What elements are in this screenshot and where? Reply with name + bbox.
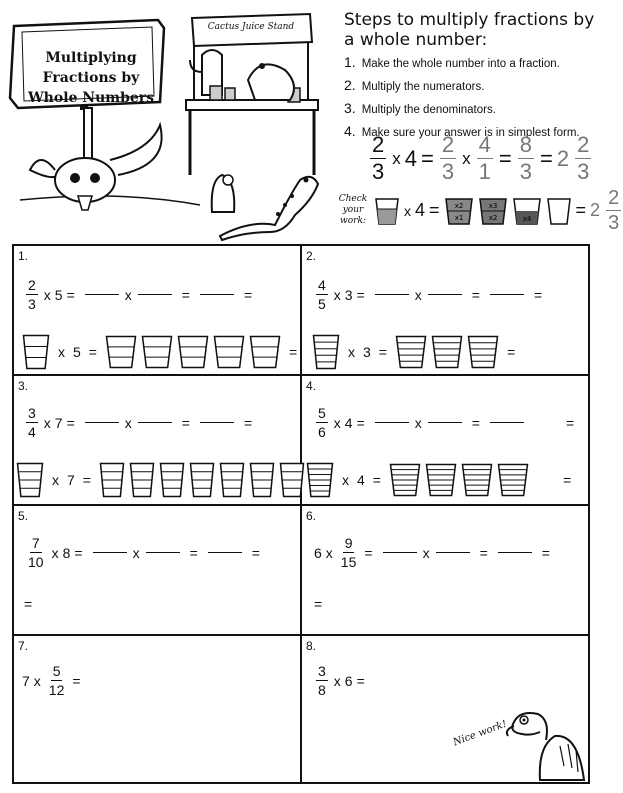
problem-cell-5: 5. $\frac{7}{10}$ x 8 = x = = = [14, 506, 302, 636]
times-sign: x [52, 472, 59, 488]
equation-row: 7 x $\frac{5}{12}$ = [22, 663, 81, 698]
equals-sign: = [562, 472, 572, 488]
equals-sign: = [372, 472, 381, 488]
whole-number: 5 [73, 344, 81, 360]
vulture-icon [500, 706, 586, 780]
times-sign: x [342, 472, 349, 488]
equation-row: $\frac{3}{4}$ x 7 = x = = [28, 405, 253, 440]
answer-blank[interactable] [93, 552, 127, 553]
cup-icon [249, 335, 281, 369]
answer-blank[interactable] [85, 294, 119, 295]
cup-icon [425, 463, 457, 497]
cup-icon [467, 335, 499, 369]
cup-icon [431, 335, 463, 369]
answer-blank[interactable] [428, 422, 462, 423]
cup-icon [389, 463, 421, 497]
equation-row: $\frac{4}{5}$ x 3 = x = = [318, 277, 543, 312]
cup-icon [177, 335, 209, 369]
answer-blank[interactable] [498, 552, 532, 553]
check-your-work: Check your work: x 4 = x2 x1 x3 x2 x4 = 2 $\frac{2}{3}$ [336, 188, 623, 233]
answer-blank[interactable] [490, 294, 524, 295]
cup-icon [105, 335, 137, 369]
step-item: 1. Make the whole number into a fraction. [344, 54, 560, 70]
cup-icon [395, 335, 427, 369]
problem-cell-7: 7. 7 x $\frac{5}{12}$ = [14, 636, 302, 782]
svg-text:x3: x3 [488, 201, 497, 210]
cup-icon [159, 462, 185, 498]
answer-blank[interactable] [138, 294, 172, 295]
equation-row: 6 x $\frac{9}{15}$ = x = = [314, 535, 550, 570]
cup-icon [141, 335, 173, 369]
stand-label: Cactus Juice Stand [207, 22, 295, 32]
cup-icon [306, 462, 334, 498]
whole-number: 4 [357, 472, 365, 488]
equals-sign: = [378, 344, 387, 360]
times-sign: x [348, 344, 355, 360]
cup-icon [444, 196, 474, 226]
steps-list [344, 52, 596, 144]
answer-blank[interactable] [436, 552, 470, 553]
cups-row [306, 462, 575, 498]
cup-icon [219, 462, 245, 498]
problem-cell-1: 1. $\frac{2}{3}$ x 5 = x = = x 5 = = [14, 246, 302, 376]
answer-blank[interactable] [375, 294, 409, 295]
cactus-juice-stand-icon [186, 14, 318, 175]
cups-row [312, 334, 519, 370]
problem-cell-2: 2. $\frac{4}{5}$ x 3 = x = = x 3 = = [302, 246, 588, 376]
answer-blank[interactable] [383, 552, 417, 553]
problem-grid [12, 244, 590, 784]
worksheet-title: Multiplying Fractions by Whole Numbers [27, 50, 155, 106]
answer-blank[interactable] [208, 552, 242, 553]
problem-cell-3: 3. $\frac{3}{4}$ x 7 = x = = x 7 = [14, 376, 302, 506]
answer-equals: = [24, 596, 33, 612]
cup-icon [16, 462, 44, 498]
cup-icon [546, 196, 572, 226]
answer-blank[interactable] [138, 422, 172, 423]
equation-row: $\frac{5}{6}$ x 4 = x = = [318, 405, 575, 440]
svg-text:x2: x2 [454, 201, 463, 210]
equation-row: $\frac{3}{8}$ x 6 = [318, 663, 365, 698]
problem-cell-6: 6. 6 x $\frac{9}{15}$ = x = = = [302, 506, 588, 636]
cup-icon [99, 462, 125, 498]
worked-example: $\frac{2}{3}$ x 4 = $\frac{2}{3}$ x $\frac{4}{1}$ = $\frac{8}{3}$ = 2 $\frac{2}{3}$ [372, 132, 590, 184]
answer-blank[interactable] [146, 552, 180, 553]
svg-text:x4: x4 [522, 214, 531, 223]
answer-blank[interactable] [200, 294, 234, 295]
problem-cell-8: 8. $\frac{3}{8}$ x 6 = Nice work! [302, 636, 588, 782]
answer-blank[interactable] [85, 422, 119, 423]
cup-icon [461, 463, 493, 497]
cup-icon [213, 335, 245, 369]
answer-equals: = [314, 596, 323, 612]
cups-row [22, 334, 301, 370]
equals-sign: = [82, 472, 91, 488]
step-item: 3. Multiply the denominators. [344, 100, 496, 116]
cup-icon [129, 462, 155, 498]
step-item: 2. Multiply the numerators. [344, 77, 485, 93]
whole-number: 7 [67, 472, 75, 488]
answer-blank[interactable] [490, 422, 524, 423]
cup-icon [249, 462, 275, 498]
cup-icon [497, 463, 529, 497]
example-fraction: $\frac{2}{3}$ [372, 132, 385, 184]
step-item: 4. Make sure your answer is in simplest form. [344, 123, 580, 139]
answer-blank[interactable] [375, 422, 409, 423]
desert-illustration [0, 0, 340, 244]
answer-blank[interactable] [428, 294, 462, 295]
equation-row: $\frac{2}{3}$ x 5 = x = = [28, 277, 253, 312]
cup-icon [189, 462, 215, 498]
small-cactus-icon [212, 175, 235, 212]
problem-cell-4: 4. $\frac{5}{6}$ x 4 = x = = x 4 = = [302, 376, 588, 506]
steps-title: Steps to multiply fractions by a whole number: [344, 10, 595, 50]
cup-icon [512, 196, 542, 226]
cups-row [16, 462, 325, 498]
svg-text:x1: x1 [454, 213, 463, 222]
equals-sign: = [506, 344, 516, 360]
check-label: Check your work: [338, 194, 368, 226]
answer-blank[interactable] [200, 422, 234, 423]
times-sign: x [58, 344, 65, 360]
whole-number: 3 [363, 344, 371, 360]
equals-sign: = [288, 344, 298, 360]
nice-work-text: Nice work! [451, 718, 509, 749]
cup-icon [374, 196, 400, 226]
svg-text:x2: x2 [488, 213, 497, 222]
cup-icon [312, 334, 340, 370]
equals-sign: = [88, 344, 97, 360]
equation-row: $\frac{7}{10}$ x 8 = x = = [28, 535, 260, 570]
cup-icon [478, 196, 508, 226]
cup-icon [22, 334, 50, 370]
